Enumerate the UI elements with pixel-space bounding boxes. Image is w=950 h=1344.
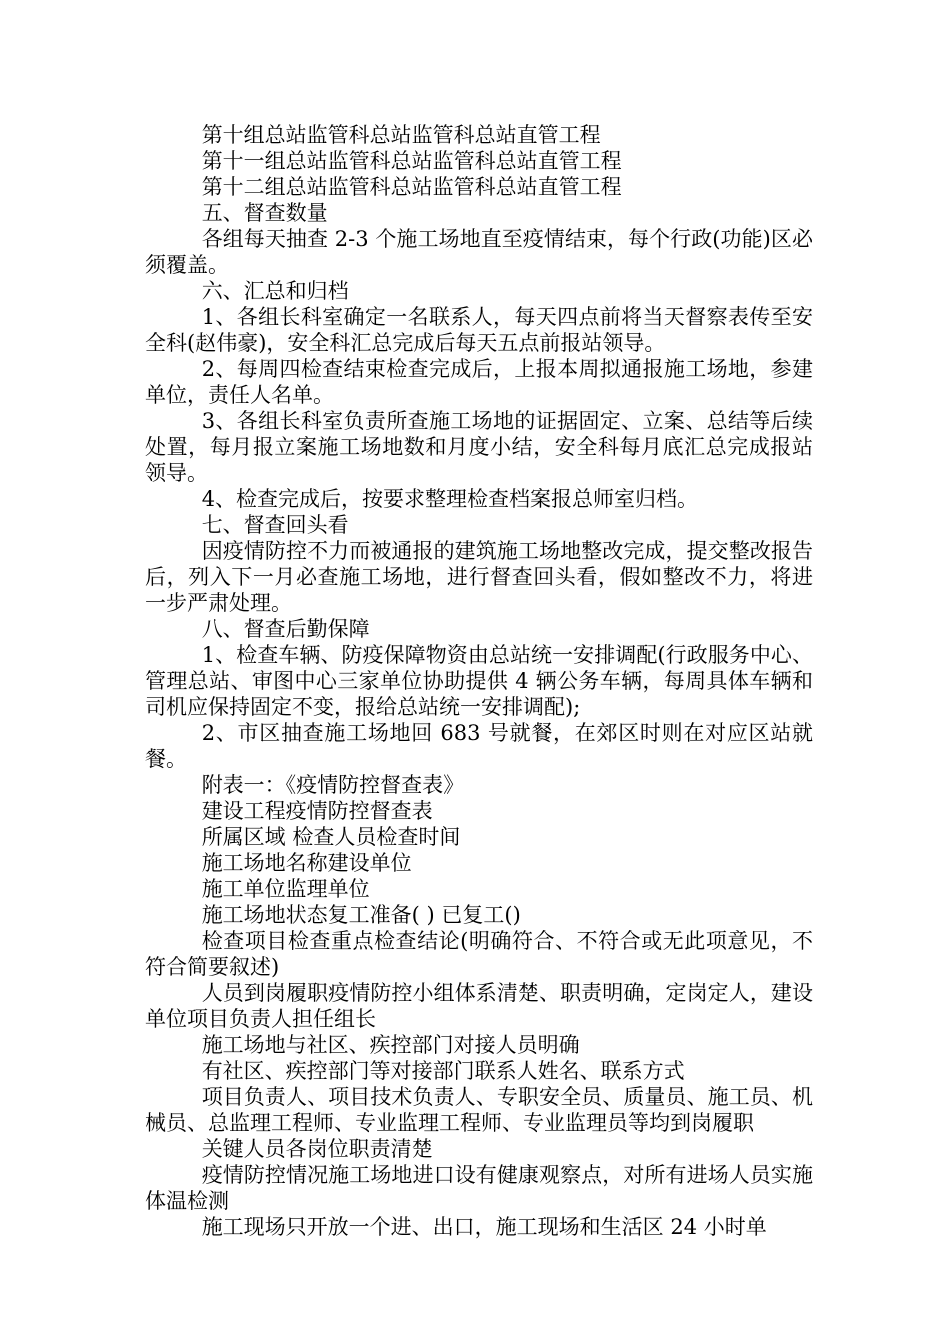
section-heading: 六、汇总和归档 <box>201 279 349 303</box>
form-row: 有社区、疾控部门等对接部门联系人姓名、联系方式 <box>201 1059 685 1083</box>
paragraph: 各组每天抽查 2-3 个施工场地直至疫情结束，每个行政(功能)区必须覆盖。 <box>145 227 813 277</box>
paragraph: 2、每周四检查结束检查完成后，上报本周拟通报施工场地，参建单位，责任人名单。 <box>145 357 813 407</box>
form-row: 所属区域 检查人员检查时间 <box>201 825 461 849</box>
form-row: 施工场地名称建设单位 <box>201 851 412 875</box>
form-row: 施工场地与社区、疾控部门对接人员明确 <box>201 1033 580 1057</box>
paragraph: 1、各组长科室确定一名联系人，每天四点前将当天督察表传至安全科(赵伟豪)，安全科汇总完成后每天五点前报站领导。 <box>145 305 813 355</box>
paragraph: 2、市区抽查施工场地回 683 号就餐，在郊区时则在对应区站就餐。 <box>145 721 813 771</box>
document-body <box>145 122 813 1240</box>
paragraph: 3、各组长科室负责所查施工场地的证据固定、立案、总结等后续处置，每月报立案施工场地数和月度小结，安全科每月底汇总完成报站领导。 <box>145 409 813 485</box>
paragraph: 1、检查车辆、防疫保障物资由总站统一安排调配(行政服务中心、管理总站、审图中心三家单位协助提供 4 辆公务车辆，每周具体车辆和司机应保持固定不变，报给总站统一安排调配); <box>145 643 813 719</box>
paragraph: 4、检查完成后，按要求整理检查档案报总师室归档。 <box>201 487 699 511</box>
paragraph: 第十组总站监管科总站监管科总站直管工程 <box>201 123 601 147</box>
form-row: 检查项目检查重点检查结论(明确符合、不符合或无此项意见，不符合简要叙述) <box>145 929 813 979</box>
paragraph: 因疫情防控不力而被通报的建筑施工场地整改完成，提交整改报告后，列入下一月必查施工场地，进行督查回头看，假如整改不力，将进一步严肃处理。 <box>145 539 813 615</box>
paragraph: 第十二组总站监管科总站监管科总站直管工程 <box>201 175 622 199</box>
section-heading: 八、督查后勤保障 <box>201 617 370 641</box>
form-row: 关键人员各岗位职责清楚 <box>201 1137 433 1161</box>
section-heading: 七、督查回头看 <box>201 513 349 537</box>
form-row: 项目负责人、项目技术负责人、专职安全员、质量员、施工员、机械员、总监理工程师、专业监理工程师、专业监理员等均到岗履职 <box>145 1085 813 1135</box>
paragraph: 第十一组总站监管科总站监管科总站直管工程 <box>201 149 622 173</box>
section-heading: 五、督查数量 <box>201 201 328 225</box>
form-row: 施工场地状态复工准备( ) 已复工() <box>201 903 521 927</box>
form-row: 疫情防控情况施工场地进口设有健康观察点，对所有进场人员实施体温检测 <box>145 1163 813 1213</box>
form-row: 施工单位监理单位 <box>201 877 370 901</box>
form-row: 施工现场只开放一个进、出口，施工现场和生活区 24 小时单 <box>201 1215 767 1239</box>
form-row: 人员到岗履职疫情防控小组体系清楚、职责明确，定岗定人，建设单位项目负责人担任组长 <box>145 981 813 1031</box>
form-title: 建设工程疫情防控督查表 <box>201 799 433 823</box>
attachment-title: 附表一：《疫情防控督查表》 <box>201 773 465 797</box>
